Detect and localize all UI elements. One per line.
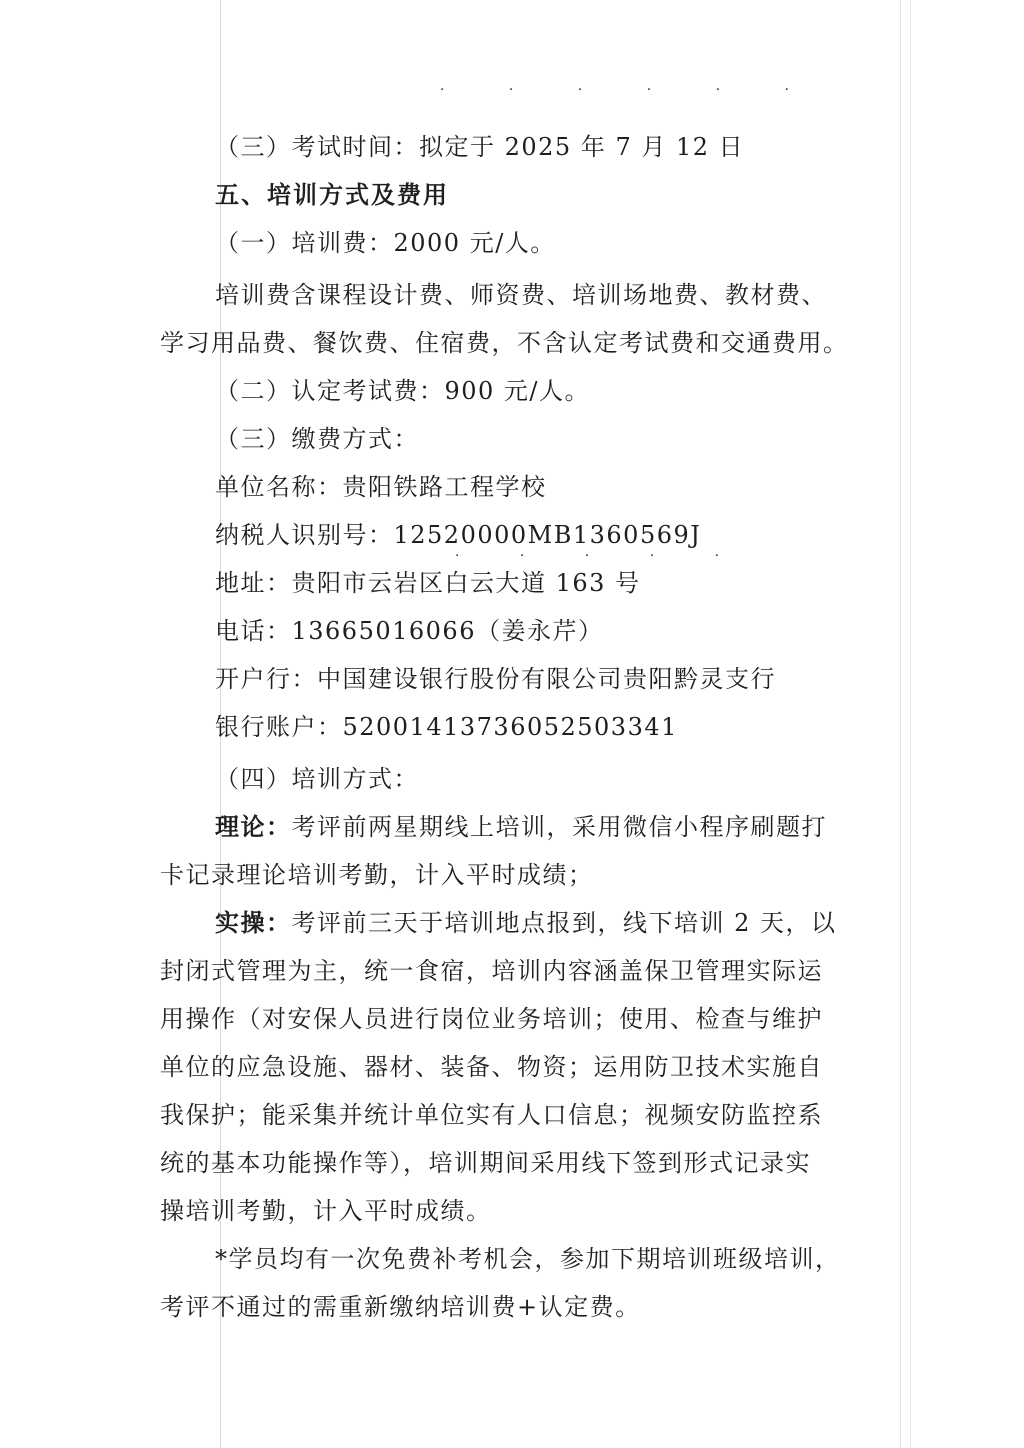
- practice-line-3: 用操作（对安保人员进行岗位业务培训；使用、检查与维护: [160, 1005, 823, 1033]
- theory-text-1: 考评前两星期线上培训，采用微信小程序刷题打: [291, 813, 827, 841]
- practice-line-5: 我保护；能采集并统计单位实有人口信息；视频安防监控系: [160, 1101, 823, 1129]
- address: 地址：贵阳市云岩区白云大道 163 号: [215, 569, 641, 597]
- scan-speckles-top: · · · · · ·: [440, 82, 819, 98]
- practice-line-7: 操培训考勤，计入平时成绩。: [160, 1197, 492, 1225]
- fee-description-line-1: 培训费含课程设计费、师资费、培训场地费、教材费、: [215, 281, 827, 309]
- theory-line-1: [215, 802, 935, 852]
- practice-label: 实操：: [215, 909, 292, 937]
- bank-account: 银行账户：52001413736052503341: [215, 713, 678, 741]
- training-fee: （一）培训费：2000 元/人。: [215, 229, 556, 257]
- fee-description-line-2: 学习用品费、餐饮费、住宿费，不含认定考试费和交通费用。: [160, 329, 849, 357]
- practice-text-1: 考评前三天于培训地点报到，线下培训 2 天，以: [291, 909, 837, 937]
- training-method-title: （四）培训方式：: [215, 765, 419, 793]
- note-line-2: 考评不通过的需重新缴纳培训费+认定费。: [160, 1293, 641, 1321]
- tax-id: 纳税人识别号：12520000MB1360569J: [215, 521, 702, 549]
- scan-speckles-mid: · · · · ·: [455, 548, 748, 564]
- exam-fee: （二）认定考试费：900 元/人。: [215, 377, 591, 405]
- practice-line-6: 统的基本功能操作等），培训期间采用线下签到形式记录实: [160, 1149, 811, 1177]
- theory-label: 理论：: [215, 813, 292, 841]
- note-line-1: *学员均有一次免费补考机会，参加下期培训班级培训，: [215, 1245, 841, 1273]
- phone: 电话：13665016066（姜永芹）: [215, 617, 604, 645]
- section-title: 五、培训方式及费用: [215, 181, 449, 209]
- theory-line-2: 卡记录理论培训考勤，计入平时成绩；: [160, 861, 594, 889]
- exam-time: （三）考试时间：拟定于 2025 年 7 月 12 日: [215, 133, 745, 161]
- payment-method-title: （三）缴费方式：: [215, 425, 419, 453]
- bank: 开户行：中国建设银行股份有限公司贵阳黔灵支行: [215, 665, 776, 693]
- practice-line-1: [215, 898, 935, 948]
- unit-name: 单位名称：贵阳铁路工程学校: [215, 473, 547, 501]
- practice-line-4: 单位的应急设施、器材、装备、物资；运用防卫技术实施自: [160, 1053, 823, 1081]
- practice-line-2: 封闭式管理为主，统一食宿，培训内容涵盖保卫管理实际运: [160, 957, 823, 985]
